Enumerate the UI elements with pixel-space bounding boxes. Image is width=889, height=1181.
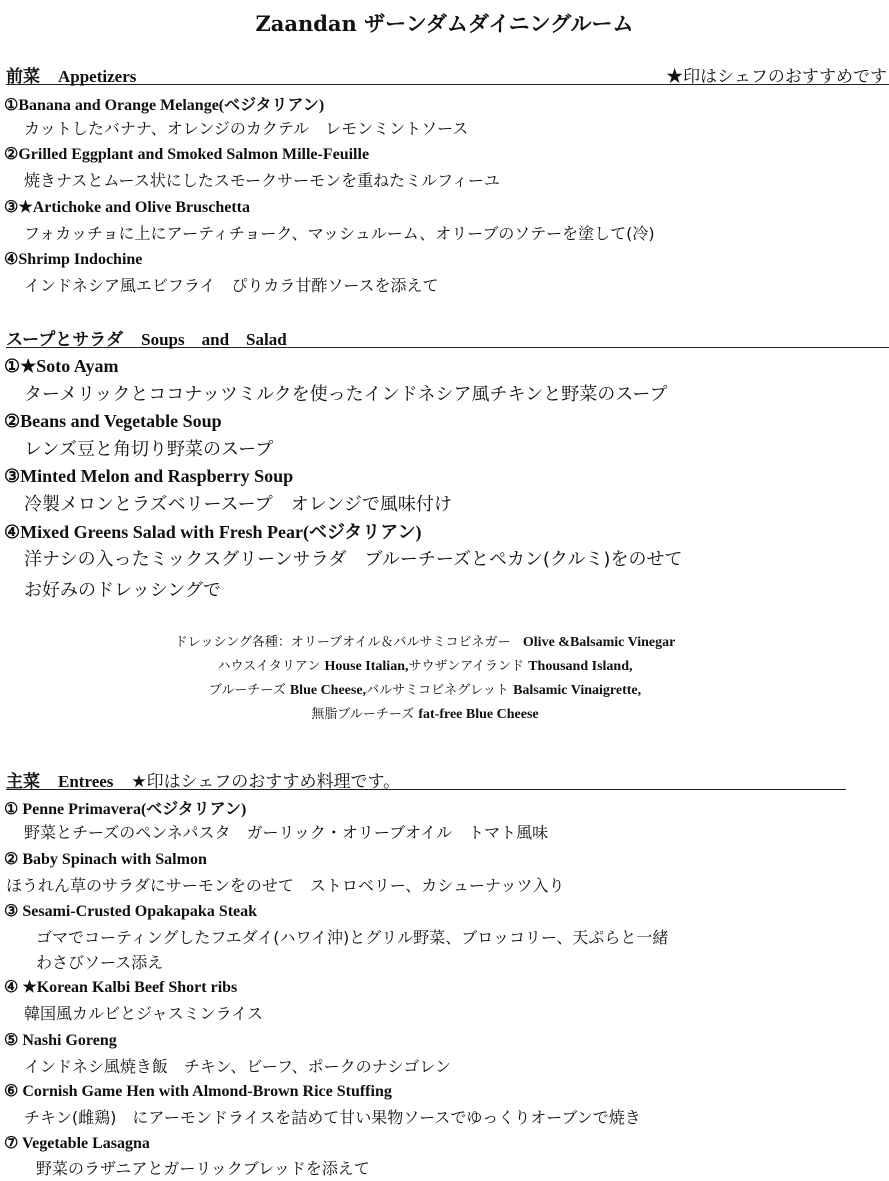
dressing-jp: 無脂ブルーチーズ bbox=[311, 707, 415, 722]
menu-item-desc: レンズ豆と角切り野菜のスープ bbox=[24, 439, 274, 460]
menu-item: ④Shrimp Indochine bbox=[4, 251, 143, 268]
menu-item-desc: ターメリックとココナッツミルクを使ったインドネシア風チキンと野菜のスープ bbox=[24, 384, 668, 405]
menu-item-desc: カットしたバナナ、オレンジのカクテル レモンミントソース bbox=[24, 119, 469, 138]
dressing-line-2 bbox=[35, 655, 815, 675]
dressing-en: Olive &Balsamic Vinegar bbox=[522, 635, 676, 650]
dressing-en: Balsamic Vinaigrette, bbox=[513, 683, 642, 698]
menu-item: ②Beans and Vegetable Soup bbox=[4, 411, 222, 431]
menu-item-desc: ほうれん草のサラダにサーモンをのせて ストロベリー、カシューナッツ入り bbox=[6, 876, 565, 895]
menu-item: ⑥ Cornish Game Hen with Almond-Brown Rice Stuffing bbox=[4, 1083, 392, 1100]
menu-item: ③★Artichoke and Olive Bruschetta bbox=[4, 199, 251, 216]
entrees-chef-note: ★印はシェフのおすすめ料理です。 bbox=[131, 772, 401, 791]
soups-header-en: Soups and Salad bbox=[141, 330, 287, 349]
menu-item: ⑤ Nashi Goreng bbox=[4, 1032, 117, 1049]
soups-header-jp: スープとサラダ bbox=[6, 330, 124, 349]
dressing-jp: ハウスイタリアン bbox=[217, 659, 321, 674]
dressing-en: House Italian, bbox=[324, 659, 409, 674]
menu-item: ①★Soto Ayam bbox=[4, 356, 119, 376]
dressing-jp: ブルーチーズ bbox=[208, 683, 286, 698]
menu-item-desc-2: わさびソース添え bbox=[36, 953, 164, 972]
appetizers-chef-note: ★印はシェフのおすすめです bbox=[666, 67, 887, 86]
menu-item: ① Penne Primavera(ベジタリアン) bbox=[4, 801, 247, 818]
appetizers-header-en: Appetizers bbox=[58, 67, 137, 86]
menu-item: ④ ★Korean Kalbi Beef Short ribs bbox=[4, 979, 238, 996]
dressing-jp: ドレッシング各種：オリーブオイル＆バルサミコビネガー bbox=[174, 635, 511, 650]
menu-item-desc: チキン(雌鶏) にアーモンドライスを詰めて甘い果物ソースでゆっくりオーブンで焼き bbox=[24, 1108, 641, 1127]
dressing-line-3 bbox=[35, 679, 815, 699]
menu-item-desc: 野菜とチーズのペンネパスタ ガーリック・オリーブオイル トマト風味 bbox=[24, 823, 549, 842]
soups-header bbox=[6, 325, 889, 348]
menu-item-desc: インドネシア風エビフライ ぴりカラ甘酢ソースを添えて bbox=[24, 276, 439, 295]
menu-item-desc: 洋ナシの入ったミックスグリーンサラダ ブルーチーズとペカン(クルミ)をのせて bbox=[24, 549, 683, 570]
dressing-jp: バルサミコビネグレット bbox=[366, 683, 509, 698]
menu-item: ③Minted Melon and Raspberry Soup bbox=[4, 466, 294, 486]
menu-item-desc: 焼きナスとムース状にしたスモークサーモンを重ねたミルフィーユ bbox=[24, 171, 500, 190]
dressing-en: fat-free Blue Cheese bbox=[418, 707, 539, 722]
menu-item-desc: ゴマでコーティングしたフエダイ(ハワイ沖)とグリル野菜、ブロッコリー、天ぷらと一緒 bbox=[36, 928, 669, 947]
entrees-header-en: Entrees bbox=[58, 772, 114, 791]
dressing-line-1 bbox=[35, 631, 815, 651]
dressing-jp: サウザンアイランド bbox=[408, 659, 525, 674]
appetizers-header-jp: 前菜 bbox=[6, 67, 40, 86]
page-title: Zaandan ザーンダムダイニングルーム bbox=[255, 11, 634, 36]
entrees-header bbox=[6, 767, 846, 790]
menu-item-desc: インドネシ風焼き飯 チキン、ビーフ、ポークのナシゴレン bbox=[24, 1057, 451, 1076]
menu-item: ⑦ Vegetable Lasagna bbox=[4, 1135, 150, 1152]
dressing-line-4 bbox=[35, 703, 815, 723]
dressing-en: Thousand Island, bbox=[528, 659, 633, 674]
menu-item-desc: 冷製メロンとラズベリースープ オレンジで風味付け bbox=[24, 494, 452, 515]
menu-item: ②Grilled Eggplant and Smoked Salmon Mille-Feuille bbox=[4, 146, 370, 163]
menu-item-desc: 野菜のラザニアとガーリックブレッドを添えて bbox=[36, 1159, 370, 1178]
menu-item: ①Banana and Orange Melange(ベジタリアン) bbox=[4, 97, 325, 114]
menu-item-desc: フォカッチョに上にアーティチョーク、マッシュルーム、オリーブのソテーを塗して(冷) bbox=[24, 224, 655, 243]
menu-item-desc-2: お好みのドレッシングで bbox=[24, 580, 222, 601]
entrees-header-jp: 主菜 bbox=[6, 772, 40, 791]
menu-item-desc: 韓国風カルビとジャスミンライス bbox=[24, 1004, 264, 1023]
menu-item: ④Mixed Greens Salad with Fresh Pear(ベジタリアン) bbox=[4, 522, 422, 542]
dressing-en: Blue Cheese, bbox=[289, 683, 367, 698]
menu-item: ③ Sesami-Crusted Opakapaka Steak bbox=[4, 903, 258, 920]
appetizers-header bbox=[6, 62, 889, 85]
menu-item: ② Baby Spinach with Salmon bbox=[4, 851, 207, 868]
